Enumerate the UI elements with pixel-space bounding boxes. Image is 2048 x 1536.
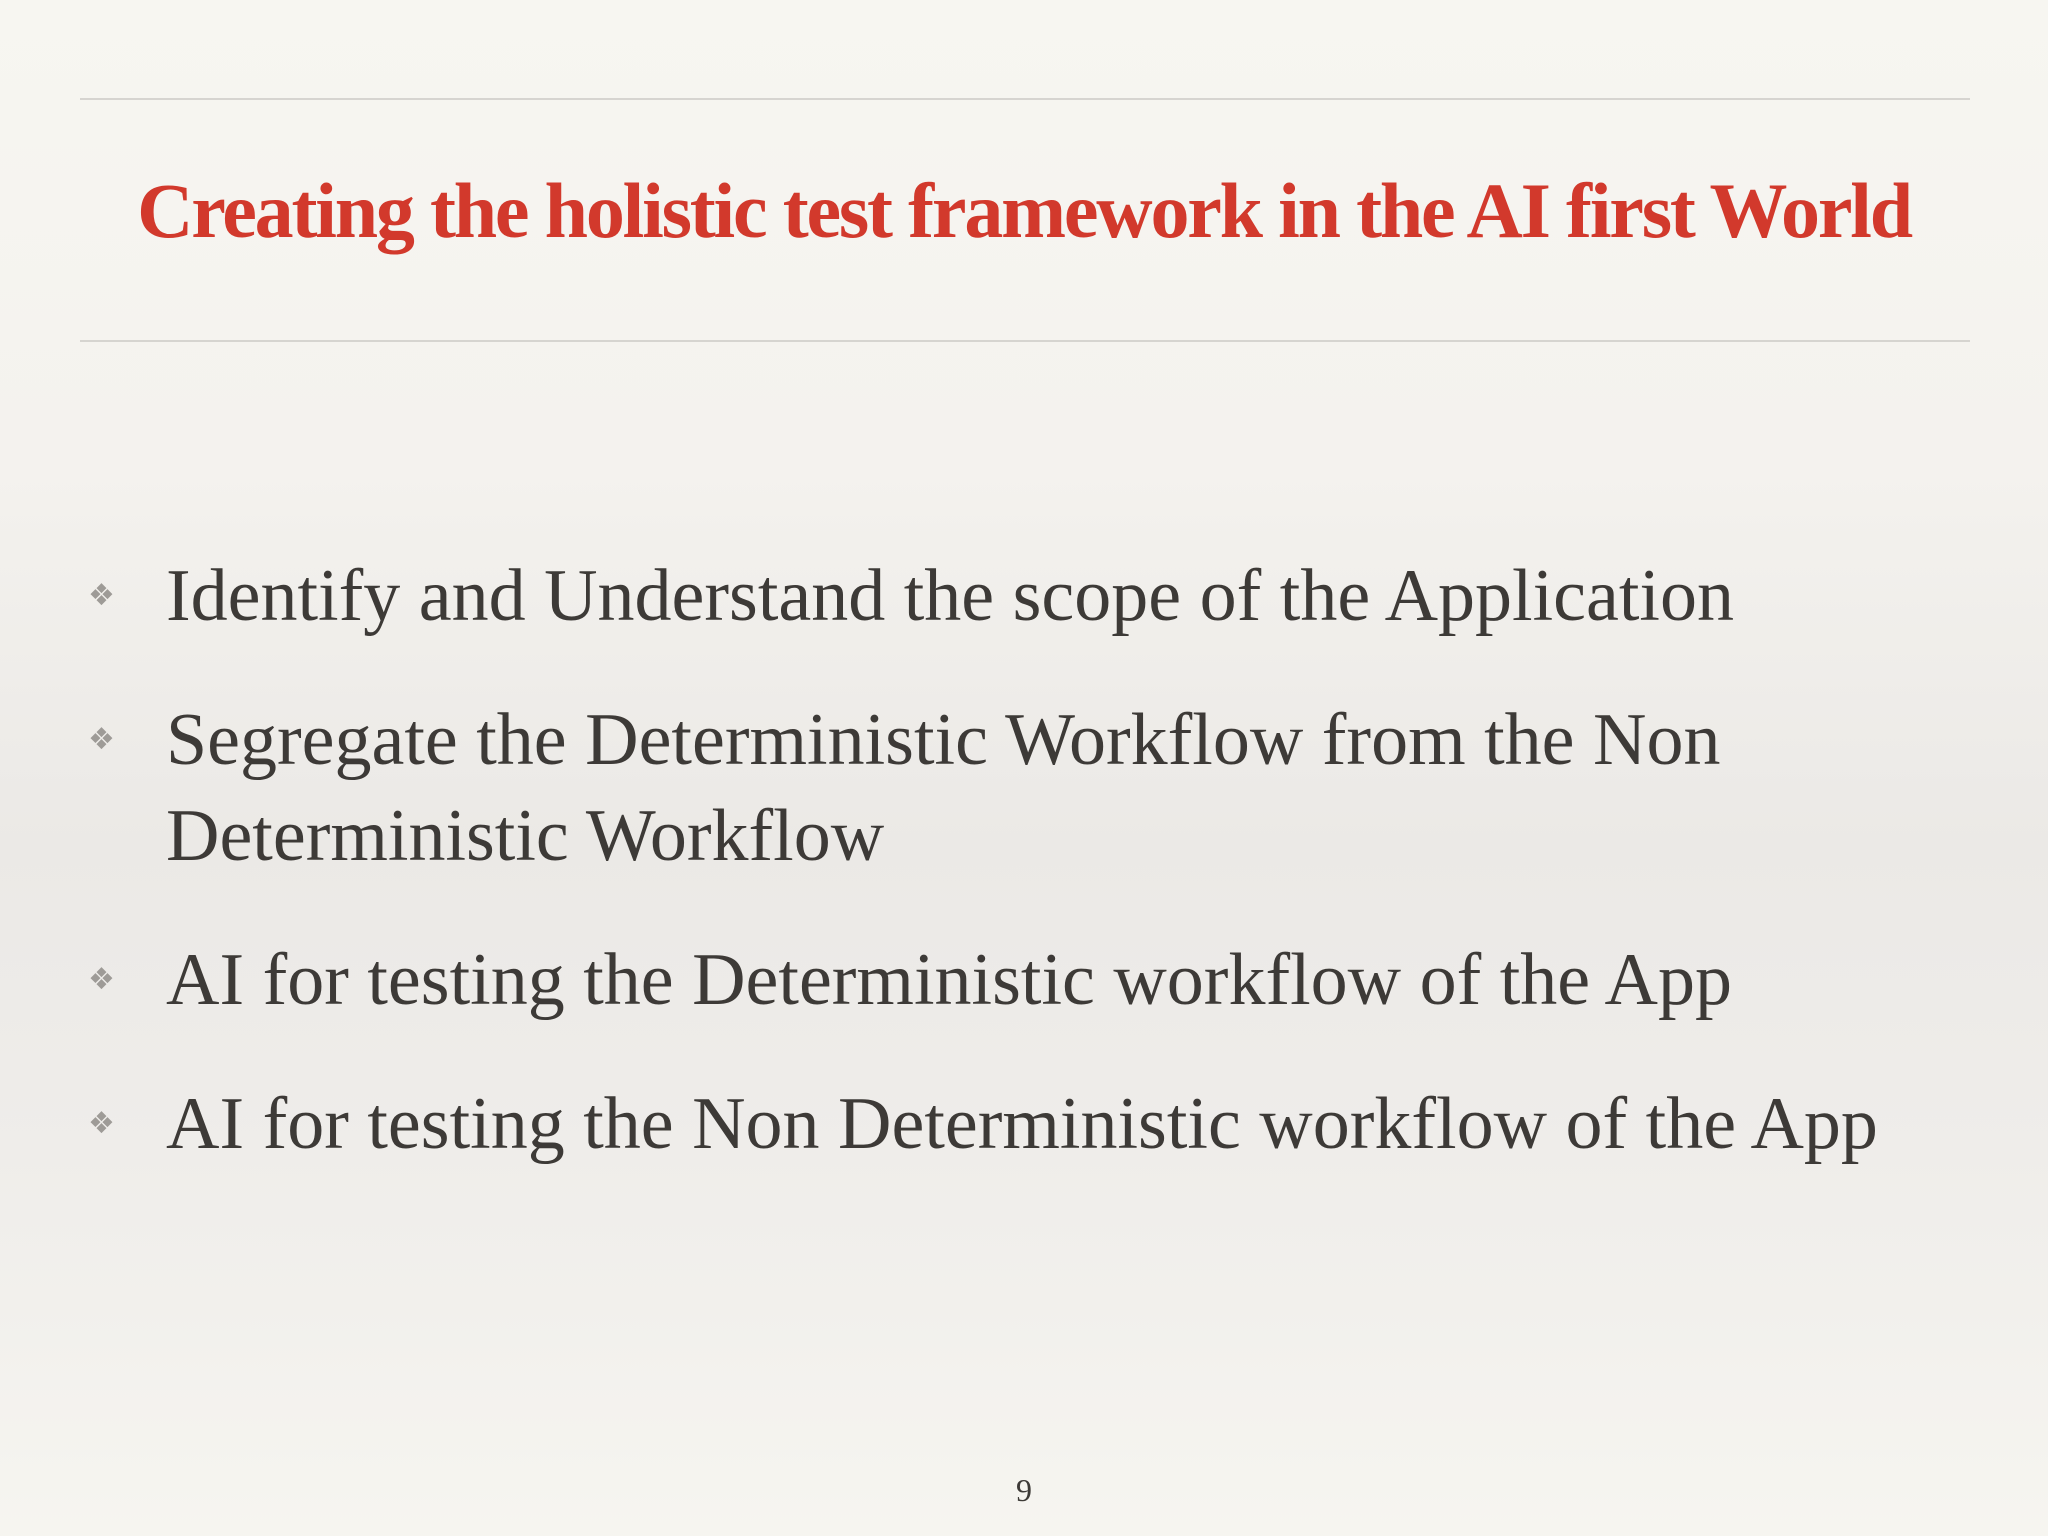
bullet-text: AI for testing the Deterministic workflow of the App bbox=[166, 939, 1732, 1021]
bullet-item bbox=[86, 1076, 1986, 1172]
diamond-bullet-icon: ❖ bbox=[88, 1106, 115, 1141]
slide-title: Creating the holistic test framework in the AI first World bbox=[137, 167, 1911, 254]
bullet-text: AI for testing the Non Deterministic workflow of the App bbox=[166, 1083, 1878, 1165]
page-number: 9 bbox=[1016, 1472, 1032, 1508]
diamond-bullet-icon: ❖ bbox=[88, 578, 115, 613]
bullet-text: Segregate the Deterministic Workflow from the Non Deterministic Workflow bbox=[166, 699, 1721, 877]
bullet-list bbox=[86, 548, 1986, 1220]
top-divider bbox=[80, 98, 1970, 100]
diamond-bullet-icon: ❖ bbox=[88, 962, 115, 997]
bullet-item bbox=[86, 692, 1986, 884]
bullet-text: Identify and Understand the scope of the Application bbox=[166, 555, 1734, 637]
bullet-item bbox=[86, 932, 1986, 1028]
title-divider bbox=[80, 340, 1970, 342]
diamond-bullet-icon: ❖ bbox=[88, 722, 115, 757]
bullet-item bbox=[86, 548, 1986, 644]
